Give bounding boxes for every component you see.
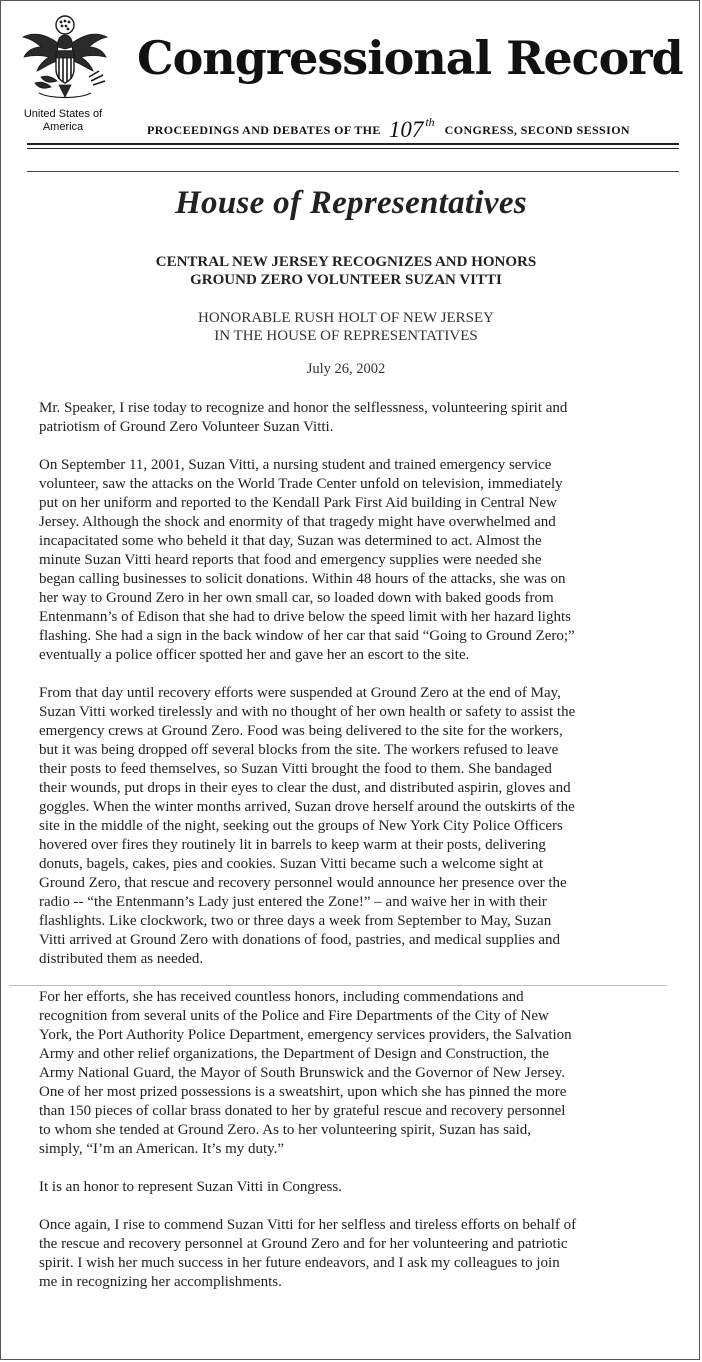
speech-line: her way to Ground Zero in her own small car, so loaded down with baked goods from: [39, 590, 554, 606]
speech-line: but it was being dropped off several blocks from the site. The workers refused to leave: [39, 742, 559, 758]
speech-line: their wounds, put drops in their eyes to clear the dust, and distributed aspirin, gloves and: [39, 780, 571, 796]
speech-line: their posts to feed themselves, so Suzan Vitti brought the food to them. She bandaged: [39, 761, 552, 777]
speech-line: hovered over fires they routinely lit in barrels to keep warm at their posts, delivering: [39, 837, 546, 853]
speech-line: radio -- “the Entenmann’s Lady just entered the Zone!” – and waive her in with their: [39, 894, 547, 910]
article-heading: [1, 253, 691, 289]
speech-line: Entenmann’s of Edison that she had to drive below the speed limit with her hazard lights: [39, 609, 571, 625]
speech-line: spirit. I wish her much success in her future endeavors, and I ask my colleagues to join: [39, 1255, 560, 1271]
speech-date: July 26, 2002: [306, 361, 386, 377]
speech-line: began calling businesses to solicit donations. Within 48 hours of the attacks, she was on: [39, 571, 566, 587]
speech-line: Mr. Speaker, I rise today to recognize and honor the selflessness, volunteering spirit and: [39, 400, 568, 416]
speech-line: patriotism of Ground Zero Volunteer Suzan Vitti.: [39, 419, 334, 435]
speech-line: distributed them as needed.: [39, 951, 204, 967]
speech-paragraph: [39, 399, 657, 437]
great-seal-eagle-icon: [19, 13, 111, 103]
speaker-byline-line: IN THE HOUSE OF REPRESENTATIVES: [214, 328, 478, 344]
speech-line: than 150 pieces of collar brass donated to her by grateful rescue and recovery personnel: [39, 1103, 566, 1119]
proceedings-prefix: PROCEEDINGS AND DEBATES OF THE: [147, 123, 381, 137]
congress-number: 107: [388, 117, 424, 142]
speech-line: me in recognizing her accomplishments.: [39, 1274, 282, 1290]
publication-title: Congressional Record: [137, 31, 683, 85]
speech-line: site in the middle of the night, seeking out the groups of New York City Police Officers: [39, 818, 563, 834]
speech-line: recognition from several units of the Police and Fire Departments of the City of New: [39, 1008, 549, 1024]
country-label: United States of America: [23, 108, 103, 133]
congress-ordinal-suffix: th: [425, 115, 435, 129]
speech-line: Army and other relief organizations, the Department of Design and Construction, the: [39, 1046, 549, 1062]
article-heading-line: GROUND ZERO VOLUNTEER SUZAN VITTI: [190, 272, 502, 288]
masthead: [1, 1, 700, 141]
speech-line: Ground Zero, that rescue and recovery personnel would announce her presence over the: [39, 875, 567, 891]
speech-line: It is an honor to represent Suzan Vitti in Congress.: [39, 1179, 342, 1195]
speech-line: volunteer, saw the attacks on the World Trade Center unfold on television, immediately: [39, 476, 563, 492]
speech-line: put on her uniform and reported to the Kendall Park First Aid building in Central New: [39, 495, 557, 511]
speech-line: eventually a police officer spotted her and gave her an escort to the site.: [39, 647, 470, 663]
section-rule: [27, 171, 679, 172]
speech-paragraph: [39, 456, 657, 665]
masthead-rule-thin: [27, 148, 679, 149]
speech-line: One of her most prized possessions is a sweatshirt, upon which she has pinned the more: [39, 1084, 567, 1100]
speech-line: incapacitated some who beheld it that day, Suzan was determined to act. Almost the: [39, 533, 542, 549]
speech-line: Jersey. Although the shock and enormity of that tragedy might have overwhelmed and: [39, 514, 556, 530]
speech-line: flashlights. Like clockwork, two or three days a week from September to May, Suzan: [39, 913, 552, 929]
speech-paragraph: [39, 684, 657, 969]
speaker-byline-line: HONORABLE RUSH HOLT OF NEW JERSEY: [197, 310, 494, 326]
speech-line: goggles. When the winter months arrived, Suzan drove herself around the outskirts of the: [39, 799, 575, 815]
speech-line: Suzan Vitti worked tirelessly and with no thought of her own health or safety to assist the: [39, 704, 576, 720]
speech-line: minute Suzan Vitti heard reports that food and emergency supplies were needed she: [39, 552, 542, 568]
speech-line: On September 11, 2001, Suzan Vitti, a nursing student and trained emergency service: [39, 457, 552, 473]
masthead-rule-thick: [27, 143, 679, 145]
speech-line: donuts, bagels, cakes, pies and cookies. Suzan Vitti became such a welcome sight at: [39, 856, 544, 872]
speech-line: From that day until recovery efforts were suspended at Ground Zero at the end of May,: [39, 685, 561, 701]
speech-line: simply, “I’m an American. It’s my duty.”: [39, 1141, 285, 1157]
speech-line: emergency crews at Ground Zero. Food was being delivered to the site for the workers,: [39, 723, 563, 739]
speech-paragraph: [39, 1216, 657, 1292]
speech-body: [39, 399, 657, 1311]
speech-line: York, the Port Authority Police Department, emergency services providers, the Salvation: [39, 1027, 572, 1043]
page-divider: [9, 985, 667, 986]
speech-paragraph: [39, 988, 657, 1159]
article-heading-line: CENTRAL NEW JERSEY RECOGNIZES AND HONORS: [155, 254, 537, 270]
proceedings-line: [147, 111, 687, 141]
speech-line: Vitti arrived at Ground Zero with donations of food, pastries, and medical supplies and: [39, 932, 561, 948]
speaker-byline: [1, 309, 691, 345]
speech-line: flashing. She had a sign in the back window of her car that said “Going to Ground Zero;”: [39, 628, 575, 644]
speech-line: to whom she tended at Ground Zero. As to her volunteering spirit, Suzan has said,: [39, 1122, 531, 1138]
chamber-title: House of Representatives: [175, 185, 527, 221]
speech-line: Army National Guard, the Mayor of South Brunswick and the Governor of New Jersey.: [39, 1065, 565, 1081]
speech-paragraph: [39, 1178, 657, 1197]
speech-line: Once again, I rise to commend Suzan Vitti for her selfless and tireless efforts on behalf of: [39, 1217, 577, 1233]
speech-line: For her efforts, she has received countless honors, including commendations and: [39, 989, 524, 1005]
speech-line: the rescue and recovery personnel at Ground Zero and for her volunteering and patriotic: [39, 1236, 568, 1252]
proceedings-suffix: CONGRESS, SECOND SESSION: [444, 123, 630, 137]
